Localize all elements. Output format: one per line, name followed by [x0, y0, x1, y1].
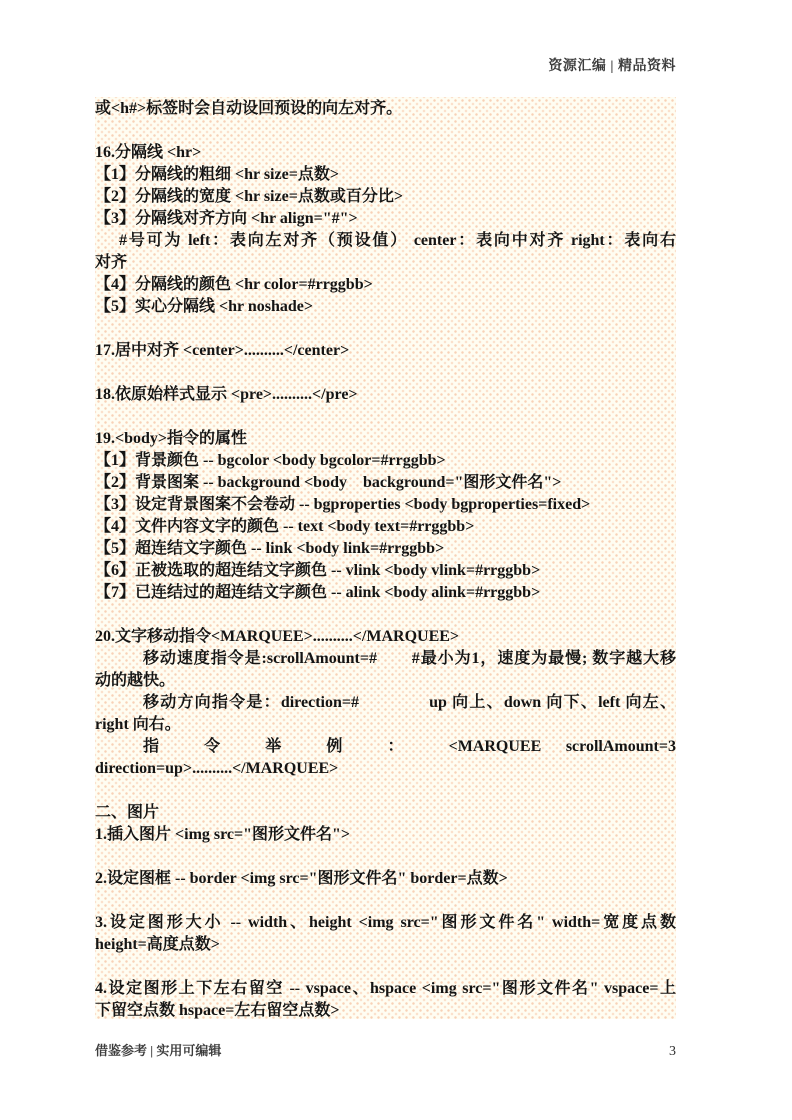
footer-watermark: 借鉴参考 | 实用可编辑 [95, 1043, 222, 1058]
blank-line [95, 318, 676, 340]
blank-line [95, 120, 676, 142]
page-number: 3 [669, 1044, 676, 1059]
header-watermark: 资源汇编 | 精品资料 [548, 59, 676, 74]
text-line: 【5】超连结文字颜色 -- link <body link=#rrggbb> [95, 540, 445, 557]
text-line: 下留空点数 hspace=左右留空点数> [95, 1002, 340, 1019]
page-content [95, 97, 676, 1019]
text-line: 【3】设定背景图案不会卷动 -- bgproperties <body bgproperties=fixed> [95, 496, 591, 513]
blank-line [95, 890, 676, 912]
text-line: 【7】已连结过的超连结文字颜色 -- alink <body alink=#rrggbb> [95, 584, 541, 601]
page-footer [95, 1040, 676, 1060]
blank-line [95, 846, 676, 868]
text-line: right 向右。 [95, 716, 181, 733]
text-line: 移动方向指令是：direction=# up 向上、down 向下、left 向左、 [143, 694, 676, 711]
blank-line [95, 780, 676, 802]
text-line: 1.插入图片 <img src="图形文件名"> [95, 826, 351, 843]
text-line: 20.文字移动指令<MARQUEE>..........</MARQUEE> [95, 628, 460, 645]
blank-line [95, 362, 676, 384]
blank-line [95, 604, 676, 626]
text-line: 【2】分隔线的宽度 <hr size=点数或百分比> [95, 188, 403, 205]
text-line: 对齐 [95, 254, 128, 271]
text-line: #号可为 left：表向左对齐（预设值） center：表向中对齐 right：表向右 [119, 232, 676, 249]
text-line: 【6】正被选取的超连结文字颜色 -- vlink <body vlink=#rrggbb> [95, 562, 541, 579]
text-line: 2.设定图框 -- border <img src="图形文件名" border=点数> [95, 870, 508, 887]
text-line: 19.<body>指令的属性 [95, 430, 248, 447]
text-line: 移动速度指令是:scrollAmount=# #最小为1，速度为最慢; 数字越大移 [143, 650, 676, 667]
blank-line [95, 406, 676, 428]
text-line: 二、图片 [95, 804, 160, 821]
text-line: 4.设定图形上下左右留空 -- vspace、hspace <img src="图形文件名" vspace=上 [95, 980, 676, 997]
text-line: 3.设定图形大小 -- width、height <img src="图形文件名" width=宽度点数 [95, 914, 676, 931]
text-line: 【4】文件内容文字的颜色 -- text <body text=#rrggbb> [95, 518, 475, 535]
text-line: 18.依原始样式显示 <pre>..........</pre> [95, 386, 358, 403]
text-line: 【4】分隔线的颜色 <hr color=#rrggbb> [95, 276, 373, 293]
text-line: 或<h#>标签时会自动设回预设的向左对齐。 [95, 100, 403, 117]
text-line: 【5】实心分隔线 <hr noshade> [95, 298, 313, 315]
text-line: 17.居中对齐 <center>..........</center> [95, 342, 350, 359]
text-line: 16.分隔线 <hr> [95, 144, 202, 161]
text-line: direction=up>..........</MARQUEE> [95, 760, 339, 777]
text-line: 【1】背景颜色 -- bgcolor <body bgcolor=#rrggbb> [95, 452, 446, 469]
text-line: 指 令 举 例 ： <MARQUEE scrollAmount=3 [143, 738, 676, 755]
text-line: 动的越快。 [95, 672, 176, 689]
text-line: 【3】分隔线对齐方向 <hr align="#"> [95, 210, 358, 227]
text-line: height=高度点数> [95, 936, 220, 953]
blank-line [95, 956, 676, 978]
text-line: 【1】分隔线的粗细 <hr size=点数> [95, 166, 339, 183]
text-line: 【2】背景图案 -- background <body background="图形文件名"> [95, 474, 562, 491]
